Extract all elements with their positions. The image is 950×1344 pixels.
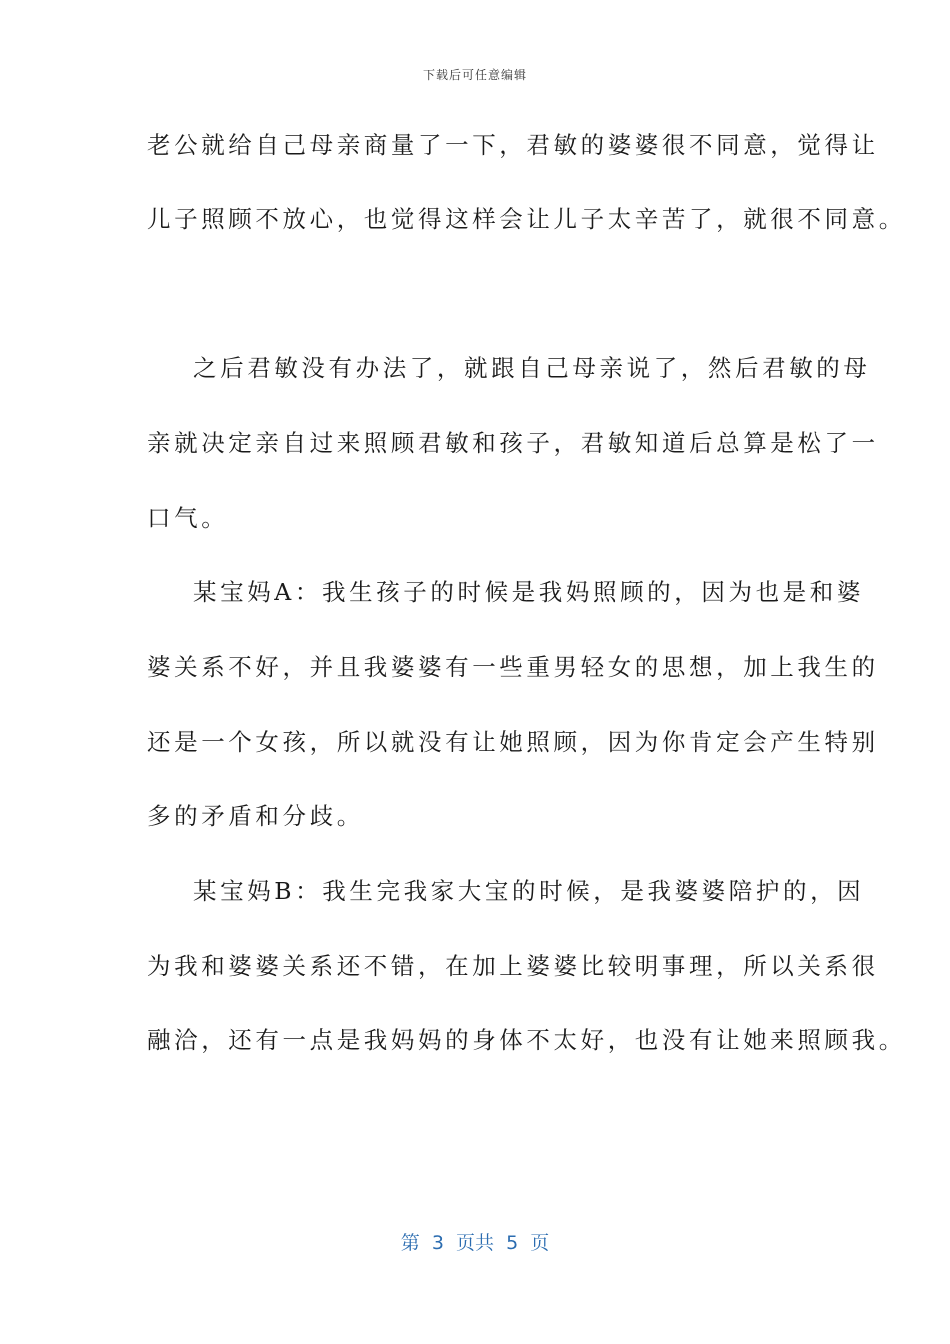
text-line: 亲就决定亲自过来照顾君敏和孩子，君敏知道后总算是松了一 [147,429,879,457]
text-line: 某宝妈A：我生孩子的时候是我妈照顾的，因为也是和婆 [193,578,864,606]
text-line: 婆关系不好，并且我婆婆有一些重男轻女的思想，加上我生的 [147,653,879,681]
page-header: 下载后可任意编辑 [422,68,527,82]
text-line: 多的矛盾和分歧。 [147,802,364,830]
text-line: 还是一个女孩，所以就没有让她照顾，因为你肯定会产生特别 [147,728,879,756]
text-line: 儿子照顾不放心，也觉得这样会让儿子太辛苦了，就很不同意。 [147,205,906,233]
text-line: 老公就给自己母亲商量了一下，君敏的婆婆很不同意，觉得让 [147,131,879,159]
text-line: 口气。 [147,504,229,532]
text-line: 为我和婆婆关系还不错，在加上婆婆比较明事理，所以关系很 [147,952,879,980]
text-line: 融洽，还有一点是我妈妈的身体不太好，也没有让她来照顾我。 [147,1026,906,1054]
text-line: 某宝妈B：我生完我家大宝的时候，是我婆婆陪护的，因 [193,877,865,905]
text-line: 之后君敏没有办法了，就跟自己母亲说了，然后君敏的母 [193,354,871,382]
page-number-footer: 第 3 页共 5 页 [400,1232,550,1254]
